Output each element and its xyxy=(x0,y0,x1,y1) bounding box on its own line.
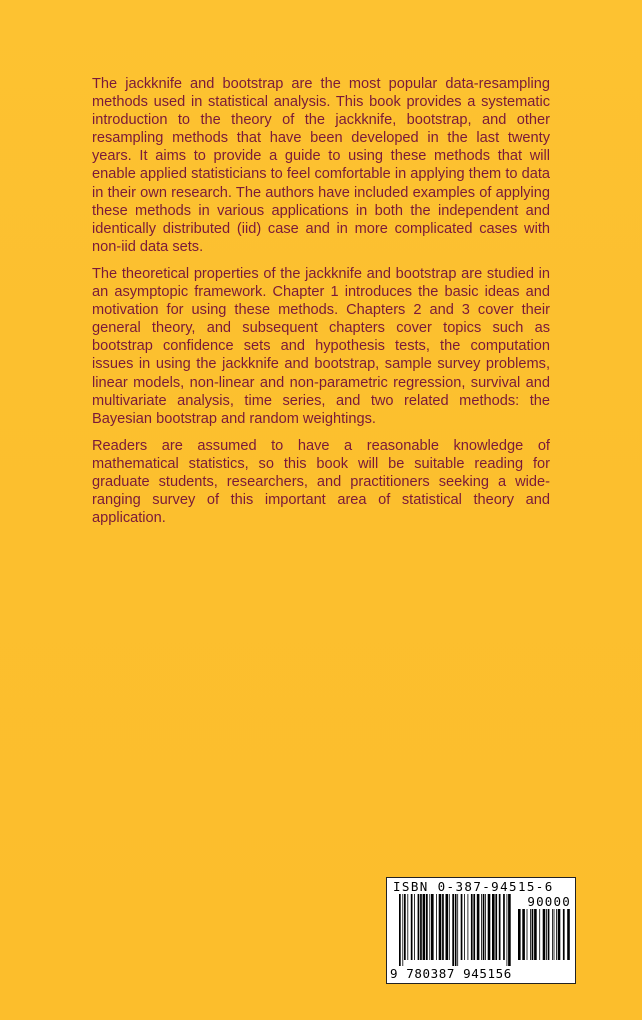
isbn-barcode xyxy=(386,877,576,984)
isbn-label: ISBN 0-387-94515-6 xyxy=(393,879,554,894)
ean-barcode-bars xyxy=(399,894,511,966)
ean-digits: 9 780387 945156 xyxy=(390,966,512,981)
description-paragraph-1: The jackknife and bootstrap are the most popular data-resampling methods used in statistical analysis. This book provides a systematic introduction to the theory of the jackknife, bootstrap, and other resampling methods that have been developed in the last twenty years. It aims to provide a guide to using these methods that will enable applied statisticians to feel comfortable in applying them to data in their own research. The authors have included examples of applying these methods in various applications in both the independent and identically distributed (iid) case and in more complicated cases with non-iid data sets. xyxy=(92,76,550,255)
price-code: 90000 xyxy=(527,894,571,909)
book-description xyxy=(92,75,550,536)
description-paragraph-2: The theoretical properties of the jackknife and bootstrap are studied in an asymptopic framework. Chapter 1 introduces the basic ideas and motivation for using these methods. Chapters 2 and 3 cover their general theory, and subsequent chapters cover topics such as bootstrap confidence sets and hypothesis tests, the computation issues in using the jackknife and bootstrap, sample survey problems, linear models, non-linear and non-parametric regression, survival and multivariate analysis, time series, and two related methods: the Bayesian bootstrap and random weightings. xyxy=(92,265,550,427)
addon-barcode-bars xyxy=(518,909,570,966)
description-paragraph-3: Readers are assumed to have a reasonable knowledge of mathematical statistics, so this book will be suitable reading for graduate students, researchers, and practitioners seeking a wide-ranging survey of this important area of statistical theory and application. xyxy=(92,437,550,527)
